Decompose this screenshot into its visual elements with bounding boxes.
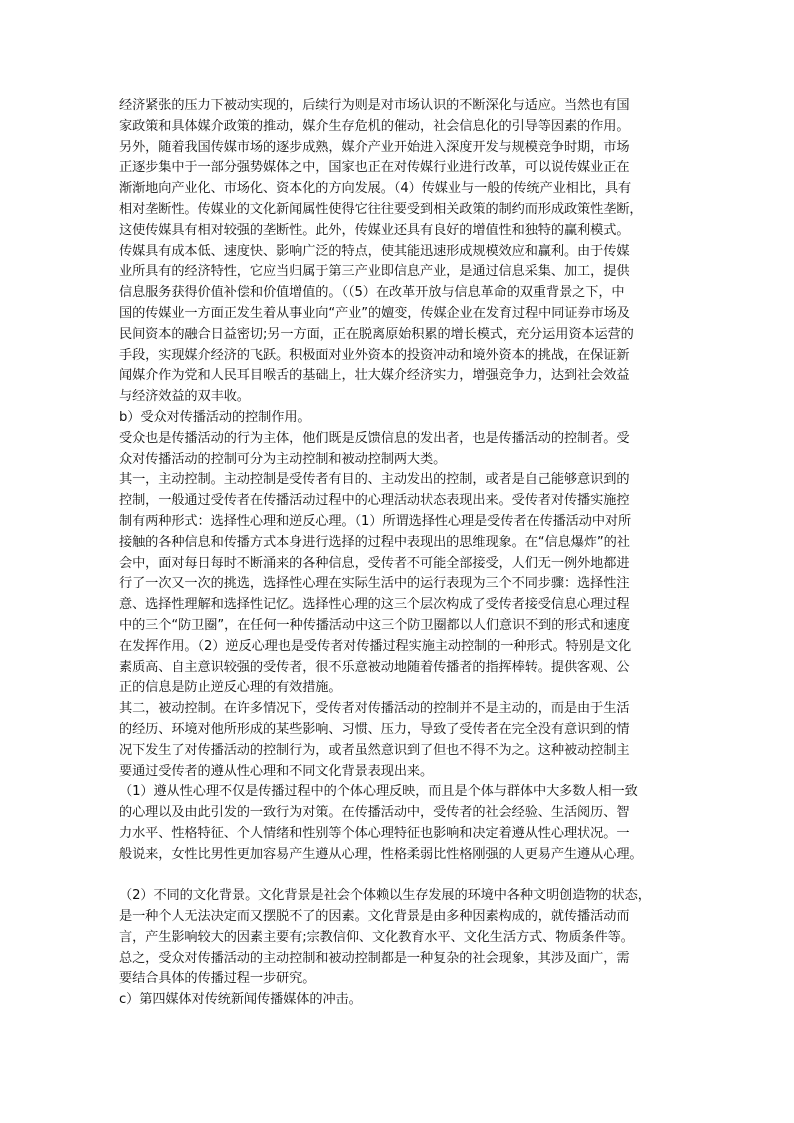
- text-line: 受众也是传播活动的行为主体，他们既是反馈信息的发出者，也是传播活动的控制者。受: [119, 430, 630, 446]
- text-line: 力水平、性格特征、个人情绪和性别等个体心理特征也影响和决定着遵从性心理状况。一: [119, 825, 630, 841]
- text-line: 这使传媒具有相对较强的垄断性。此外，传媒业还具有良好的增值性和独特的赢利模式。: [119, 222, 630, 238]
- text-line: 家政策和具体媒介政策的推动，媒介生存危机的催动，社会信息化的引导等因素的作用。: [119, 118, 630, 134]
- text-line: 况下发生了对传播活动的控制行为，或者虽然意识到了但也不得不为之。这种被动控制主: [119, 742, 630, 758]
- text-line: 正逐步集中于一部分强势媒体之中，国家也正在对传媒行业进行改革，可以说传媒业正在: [119, 160, 630, 176]
- text-line: 民间资本的融合日益密切;另一方面，正在脱离原始积累的增长模式，充分运用资本运营的: [119, 326, 634, 342]
- section-heading: c）第四媒体对传统新闻传播媒体的冲击。: [119, 992, 362, 1008]
- text-line: （1）遵从性心理不仅是传播过程中的个体心理反映，而且是个体与群体中大多数人相一致: [119, 784, 638, 800]
- document-body: [119, 96, 679, 1011]
- text-line: 总之，受众对传播活动的主动控制和被动控制都是一种复杂的社会现象，其涉及面广，需: [119, 950, 630, 966]
- text-line: 另外，随着我国传媒市场的逐步成熟，媒介产业开始进入深度开发与规模竞争时期，市场: [119, 139, 630, 155]
- blank-line: [119, 865, 679, 886]
- text-line: 在发挥作用。（2）逆反心理也是受传者对传播过程实施主动控制的一种形式。特别是文化: [119, 638, 632, 654]
- text-line: 会中，面对每日每时不断涌来的各种信息，受传者不可能全部接受，人们无一例外地都进: [119, 555, 630, 571]
- text-line: 正的信息是防止逆反心理的有效措施。: [119, 680, 342, 696]
- text-line: 手段，实现媒介经济的飞跃。积极面对业外资本的投资冲动和境外资本的挑战，在保证新: [119, 347, 630, 363]
- text-line: 其二，被动控制。在许多情况下，受传者对传播活动的控制并不是主动的，而是由于生活: [119, 701, 630, 717]
- text-line: 的心理以及由此引发的一致行为对策。在传播活动中，受传者的社会经验、生活阅历、智: [119, 805, 630, 821]
- text-line: 素质高、自主意识较强的受传者，很不乐意被动地随着传播者的指挥棒转。提供客观、公: [119, 659, 630, 675]
- text-line: 与经济效益的双丰收。: [119, 389, 250, 405]
- text-line: 制有两种形式：选择性心理和逆反心理。（1）所谓选择性心理是受传者在传播活动中对所: [119, 513, 632, 529]
- text-line: 是一种个人无法决定而又摆脱不了的因素。文化背景是由多种因素构成的，就传播活动而: [119, 909, 630, 925]
- text-line: 意、选择性理解和选择性记忆。选择性心理的这三个层次构成了受传者接受信息心理过程: [119, 597, 630, 613]
- text-line: 传媒具有成本低、速度快、影响广泛的特点，使其能迅速形成规模效应和赢利。由于传媒: [119, 243, 630, 259]
- text-line: 要通过受传者的遵从性心理和不同文化背景表现出来。: [119, 763, 434, 779]
- text-line: 其一，主动控制。主动控制是受传者有目的、主动发出的控制，或者是自己能够意识到的: [119, 472, 630, 488]
- text-line: 众对传播活动的控制可分为主动控制和被动控制两大类。: [119, 451, 447, 467]
- text-line: 业所具有的经济特性，它应当归属于第三产业即信息产业，是通过信息采集、加工，提供: [119, 264, 630, 280]
- text-line: 相对垄断性。传媒业的文化新闻属性使得它往往要受到相关政策的制约而形成政策性垄断，: [119, 201, 643, 217]
- text-line: 控制，一般通过受传者在传播活动过程中的心理活动状态表现出来。受传者对传播实施控: [119, 493, 630, 509]
- text-line: 要结合具体的传播过程一步研究。: [119, 971, 316, 987]
- text-line: 经济紧张的压力下被动实现的，后续行为则是对市场认识的不断深化与适应。当然也有国: [119, 98, 630, 113]
- text-line: 渐渐地向产业化、市场化、资本化的方向发展。（4）传媒业与一般的传统产业相比，具有: [119, 181, 632, 197]
- text-line: 的经历、环境对他所形成的某些影响、习惯、压力，导致了受传者在完全没有意识到的情: [119, 721, 630, 737]
- text-line: 信息服务获得价值补偿和价值增值的。（（5）在改革开放与信息革命的双重背景之下，中: [119, 285, 625, 301]
- section-heading: b）受众对传播活动的控制作用。: [119, 409, 311, 425]
- text-line: 中的三个“防卫圈”，在任何一种传播活动中这三个防卫圈都以人们意识不到的形式和速度: [119, 617, 630, 633]
- text-line: 言，产生影响较大的因素主要有;宗教信仰、文化教育水平、文化生活方式、物质条件等。: [119, 929, 634, 945]
- text-line: 接触的各种信息和传播方式本身进行选择的过程中表现出的思维现象。在“信息爆炸”的社: [119, 534, 630, 550]
- text-line: 般说来，女性比男性更加容易产生遵从心理，性格柔弱比性格刚强的人更易产生遵从心理。: [119, 846, 643, 862]
- text-line: 闻媒介作为党和人民耳目喉舌的基础上，壮大媒介经济实力，增强竞争力，达到社会效益: [119, 368, 630, 384]
- text-line: 行了一次又一次的挑选，选择性心理在实际生活中的运行表现为三个不同步骤：选择性注: [119, 576, 630, 592]
- text-line: （2）不同的文化背景。文化背景是社会个体赖以生存发展的环境中各种文明创造物的状态，: [119, 888, 651, 904]
- text-line: 国的传媒业一方面正发生着从事业向“产业”的嬗变，传媒企业在发育过程中同证券市场及: [119, 305, 630, 321]
